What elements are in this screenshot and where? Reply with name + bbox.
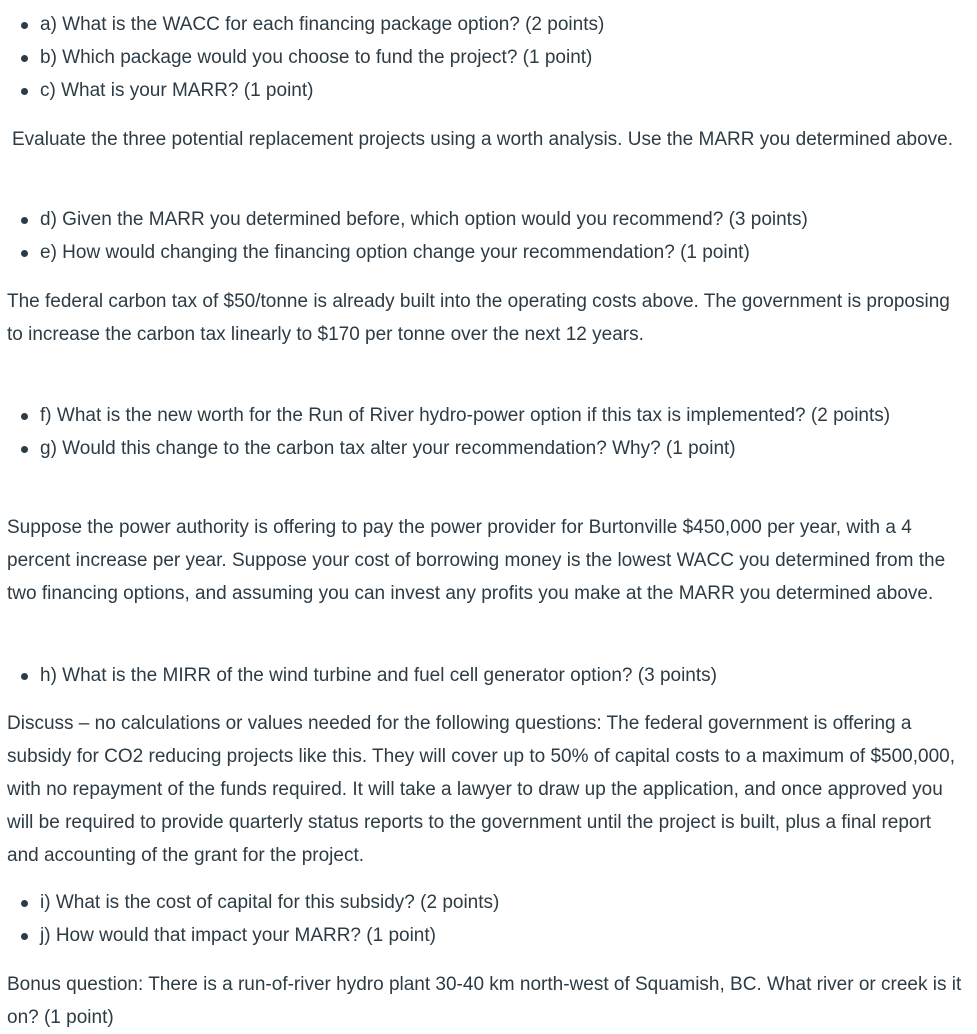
question-d: d) Given the MARR you determined before, which option would you recommend? (3 points) xyxy=(0,203,960,236)
mirr-questions-list xyxy=(0,659,960,692)
discuss-paragraph: Discuss – no calculations or values needed for the following questions: The federal government is offering a subsidy for CO2 reducing projects like this. They will cover up to 50% of capital costs to a maximum of $500,000, with no repayment of the funds required. It will take a lawyer to draw up the application, and once approved you will be required to provide quarterly status reports to the government until the project is built, plus a final report and accounting of the grant for the project. xyxy=(7,713,955,866)
financing-questions-list xyxy=(0,8,960,107)
carbon-tax-questions-list xyxy=(0,399,960,465)
question-e: e) How would changing the financing option change your recommendation? (1 point) xyxy=(0,236,960,269)
power-authority-paragraph: Suppose the power authority is offering to pay the power provider for Burtonville $450,000 per year, with a 4 percent increase per year. Suppose your cost of borrowing money is the lowest WACC you determined from the two financing options, and assuming you can invest any profits you make at the MARR you determined above. xyxy=(7,517,946,604)
subsidy-questions-list xyxy=(0,886,960,952)
carbon-tax-paragraph: The federal carbon tax of $50/tonne is already built into the operating costs above. The government is proposing to increase the carbon tax linearly to $170 per tonne over the next 12 years. xyxy=(7,291,950,345)
evaluate-paragraph: Evaluate the three potential replacement projects using a worth analysis. Use the MARR you determined above. xyxy=(12,129,954,150)
recommendation-questions-list xyxy=(0,203,960,269)
question-g: g) Would this change to the carbon tax alter your recommendation? Why? (1 point) xyxy=(0,432,960,465)
question-a: a) What is the WACC for each financing package option? (2 points) xyxy=(0,8,960,41)
question-b: b) Which package would you choose to fund the project? (1 point) xyxy=(0,41,960,74)
bonus-question-paragraph: Bonus question: There is a run-of-river hydro plant 30-40 km north-west of Squamish, BC. What river or creek is it on? (1 point) xyxy=(7,974,962,1028)
question-c: c) What is your MARR? (1 point) xyxy=(0,74,960,107)
question-h: h) What is the MIRR of the wind turbine and fuel cell generator option? (3 points) xyxy=(0,659,960,692)
question-f: f) What is the new worth for the Run of River hydro-power option if this tax is implemented? (2 points) xyxy=(0,399,960,432)
question-i: i) What is the cost of capital for this subsidy? (2 points) xyxy=(0,886,960,919)
question-j: j) How would that impact your MARR? (1 point) xyxy=(0,919,960,952)
